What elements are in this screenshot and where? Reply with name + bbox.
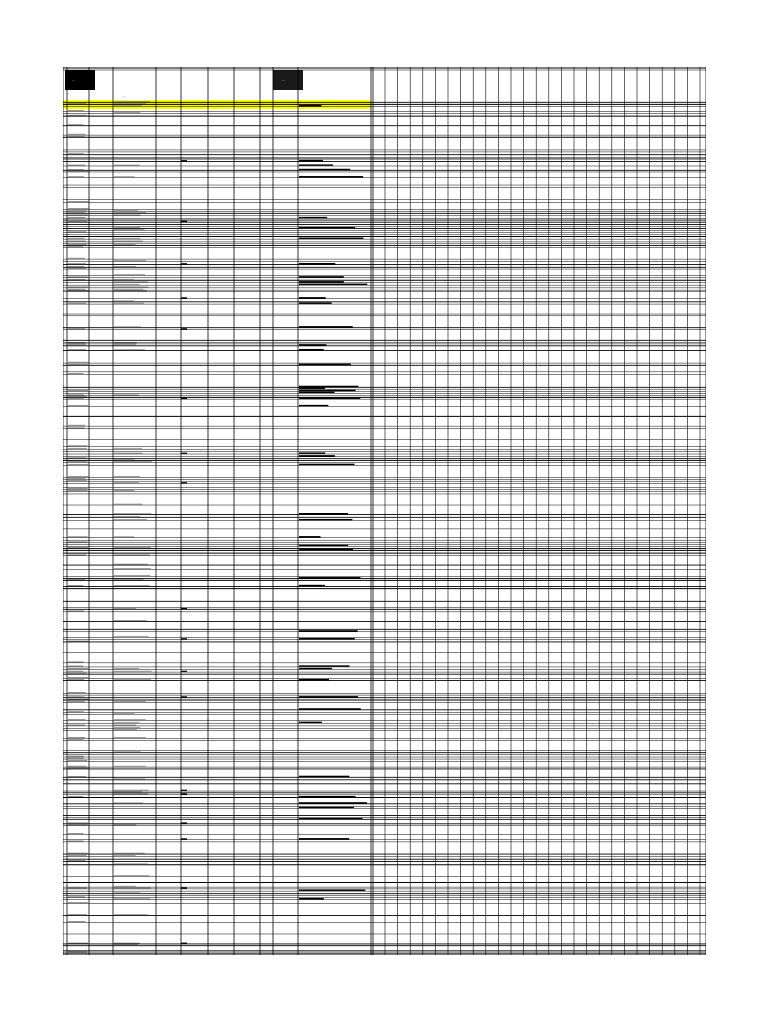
- cell-text-mark: [68, 853, 88, 854]
- cell-text-mark: [114, 238, 140, 239]
- cell-text-mark: [299, 169, 350, 170]
- cell-text-mark: [299, 284, 367, 285]
- cell-text-mark: [114, 914, 148, 915]
- cell-text-mark: [68, 115, 87, 116]
- cell-text-mark: [114, 287, 148, 288]
- cell-text-mark: [68, 719, 86, 720]
- cell-text-mark: [68, 671, 83, 672]
- cell-text-mark: [181, 453, 187, 454]
- cell-text-mark: [114, 279, 134, 280]
- cell-text-mark: [68, 217, 85, 218]
- cell-text-mark: [114, 244, 136, 245]
- cell-text-mark: [114, 301, 134, 302]
- cell-text-mark: [68, 303, 86, 304]
- cell-text-mark: [299, 263, 335, 264]
- cell-text-mark: [114, 536, 134, 537]
- cell-text-mark: [68, 952, 87, 953]
- cell-text-mark: [114, 476, 140, 477]
- cell-text-mark: [68, 445, 87, 446]
- cell-text-mark: [114, 575, 150, 576]
- cell-text-mark: [68, 373, 84, 374]
- cell-text-mark: [68, 476, 88, 477]
- sheet-background: [63, 67, 706, 955]
- cell-text-mark: [68, 701, 85, 702]
- cell-text-mark: [68, 176, 84, 177]
- cell-text-mark: [68, 328, 85, 329]
- cell-text-mark: [299, 392, 335, 393]
- cell-text-mark: [181, 263, 187, 264]
- cell-text-mark: [68, 153, 84, 154]
- cell-text-mark: [114, 636, 148, 637]
- cell-text-mark: [68, 405, 88, 406]
- cell-text-mark: [181, 822, 187, 823]
- cell-text-mark: [68, 244, 87, 245]
- cell-text-mark: [181, 160, 187, 161]
- cell-text-mark: [114, 564, 148, 565]
- cell-text-mark: [114, 459, 134, 460]
- cell-text-mark: [68, 677, 88, 678]
- cell-text-mark: [114, 727, 140, 728]
- cell-text-mark: [68, 268, 86, 269]
- cell-text-mark: [68, 673, 87, 674]
- cell-text-mark: [68, 760, 87, 761]
- notice-line-1: —: [67, 92, 70, 95]
- cell-text-mark: [299, 545, 348, 546]
- cell-text-mark: [299, 238, 363, 239]
- cell-text-mark: [68, 289, 85, 290]
- cell-text-mark: [68, 425, 85, 426]
- cell-text-mark: [68, 398, 84, 399]
- cell-text-mark: [68, 554, 86, 555]
- cell-text-mark: [114, 101, 150, 102]
- notice-line-2: —: [123, 95, 126, 98]
- cell-text-mark: [181, 398, 187, 399]
- cell-text-mark: [114, 227, 140, 228]
- cell-text-mark: [114, 303, 144, 304]
- cell-text-mark: [181, 221, 187, 222]
- cell-text-mark: [68, 662, 84, 663]
- cell-text-mark: [299, 164, 333, 165]
- cell-text-mark: [114, 289, 143, 290]
- cell-text-mark: [68, 345, 86, 346]
- cell-text-mark: [114, 547, 151, 548]
- cell-text-mark: [114, 554, 150, 555]
- cell-text-mark: [68, 841, 83, 842]
- cell-text-mark: [68, 390, 88, 391]
- cell-text-mark: [68, 343, 86, 344]
- cell-text-mark: [68, 246, 83, 247]
- cell-text-mark: [68, 362, 88, 363]
- cell-text-mark: [299, 638, 355, 639]
- cell-text-mark: [114, 349, 145, 350]
- cell-text-mark: [68, 263, 86, 264]
- cell-text-mark: [68, 461, 87, 462]
- cell-text-mark: [114, 679, 151, 680]
- cell-text-mark: [181, 671, 187, 672]
- cell-text-mark: [114, 343, 137, 344]
- cell-text-mark: [68, 921, 86, 922]
- cell-text-mark: [68, 279, 85, 280]
- cell-text-mark: [114, 719, 146, 720]
- cell-text-mark: [68, 287, 88, 288]
- cell-text-mark: [68, 855, 87, 856]
- cell-text-mark: [114, 260, 146, 261]
- cell-text-mark: [299, 796, 355, 797]
- cell-text-mark: [68, 214, 88, 215]
- cell-text-mark: [68, 766, 86, 767]
- cell-text-mark: [68, 833, 83, 834]
- cell-text-mark: [299, 405, 328, 406]
- cell-text-mark: [299, 349, 324, 350]
- cell-text-mark: [299, 276, 344, 277]
- cell-text-mark: [114, 722, 139, 723]
- cell-text-mark: [114, 729, 137, 730]
- spreadsheet-grid: [63, 67, 706, 955]
- cell-text-mark: [68, 888, 87, 889]
- cell-text-mark: [68, 276, 88, 277]
- cell-text-mark: [114, 855, 136, 856]
- cell-text-mark: [299, 105, 322, 106]
- cell-text-mark: [114, 701, 146, 702]
- cell-text-mark: [114, 284, 139, 285]
- cell-text-mark: [68, 796, 83, 797]
- cell-text-mark: [299, 388, 325, 389]
- cell-text-mark: [299, 452, 325, 453]
- cell-text-mark: [181, 608, 187, 609]
- cell-text-mark: [68, 231, 86, 232]
- cell-text-mark: [68, 210, 87, 211]
- cell-text-mark: [68, 238, 84, 239]
- cell-text-mark: [114, 394, 139, 395]
- cell-text-mark: [68, 364, 88, 365]
- cell-text-mark: [181, 793, 187, 794]
- cell-text-mark: [114, 778, 145, 779]
- cell-text-mark: [68, 490, 88, 491]
- cell-text-mark: [68, 258, 85, 259]
- cell-text-mark: [181, 638, 187, 639]
- cell-text-mark: [114, 766, 146, 767]
- cell-text-mark: [299, 898, 324, 899]
- cell-text-mark: [68, 171, 89, 172]
- cell-text-mark: [299, 577, 360, 578]
- spreadsheet-document: [63, 67, 706, 955]
- cell-text-mark: [68, 902, 88, 903]
- cell-text-mark: [114, 608, 136, 609]
- cell-text-mark: [114, 725, 136, 726]
- cell-text-mark: [299, 302, 332, 303]
- cell-text-mark: [68, 427, 85, 428]
- cell-text-mark: [68, 758, 84, 759]
- cell-text-mark: [114, 290, 147, 291]
- cell-text-mark: [299, 679, 329, 680]
- cell-text-mark: [114, 620, 147, 621]
- cell-text-mark: [181, 696, 187, 697]
- cell-text-mark: [299, 536, 321, 537]
- cell-text-mark: [299, 390, 356, 391]
- cell-text-mark: [299, 281, 344, 282]
- cell-text-mark: [68, 756, 84, 757]
- cell-text-mark: [114, 241, 143, 242]
- cell-text-mark: [299, 513, 348, 514]
- cell-text-mark: [68, 241, 86, 242]
- cell-text-mark: [68, 824, 88, 825]
- cell-text-mark: [114, 792, 142, 793]
- cell-text-mark: [181, 790, 187, 791]
- cell-text-mark: [299, 890, 365, 891]
- cell-text-mark: [68, 679, 84, 680]
- cell-text-mark: [114, 863, 148, 864]
- cell-text-mark: [68, 464, 88, 465]
- cell-text-mark: [114, 103, 146, 104]
- cell-text-mark: [68, 480, 87, 481]
- cell-text-mark: [68, 110, 84, 111]
- cell-text-mark: [114, 165, 139, 166]
- cell-text-mark: [68, 699, 89, 700]
- cell-text-mark: [114, 176, 135, 177]
- cell-text-mark: [68, 696, 84, 697]
- cell-text-mark: [299, 297, 326, 298]
- cell-text-mark: [299, 776, 349, 777]
- cell-text-mark: [114, 790, 149, 791]
- cell-text-mark: [299, 696, 358, 697]
- cell-text-mark: [299, 217, 327, 218]
- cell-text-mark: [114, 229, 145, 230]
- cell-text-mark: [68, 822, 88, 823]
- cell-text-mark: [299, 398, 360, 399]
- cell-text-mark: [68, 349, 86, 350]
- cell-text-mark: [68, 666, 83, 667]
- cell-text-mark: [114, 886, 136, 887]
- cell-text-mark: [68, 208, 88, 209]
- cell-text-mark: [299, 722, 322, 723]
- cell-text-mark: [299, 665, 349, 666]
- cell-text-mark: [68, 165, 85, 166]
- cell-text-mark: [114, 214, 140, 215]
- right-logo-box: [273, 70, 303, 90]
- cell-text-mark: [114, 671, 152, 672]
- cell-text-mark: [68, 943, 88, 944]
- cell-text-mark: [68, 737, 85, 738]
- cell-text-mark: [114, 504, 142, 505]
- cell-text-mark: [299, 464, 355, 465]
- left-logo-text: —: [72, 78, 75, 82]
- cell-text-mark: [68, 641, 89, 642]
- cell-text-mark: [299, 818, 363, 819]
- cell-text-mark: [114, 212, 146, 213]
- cell-text-mark: [114, 453, 142, 454]
- cell-text-mark: [68, 668, 88, 669]
- cell-text-mark: [68, 692, 86, 693]
- cell-text-mark: [68, 579, 85, 580]
- cell-text-mark: [299, 227, 355, 228]
- cell-text-mark: [114, 210, 138, 211]
- cell-text-mark: [114, 737, 146, 738]
- cell-text-mark: [68, 394, 84, 395]
- cell-text-mark: [68, 896, 85, 897]
- cell-text-mark: [68, 725, 85, 726]
- cell-text-mark: [68, 914, 87, 915]
- cell-text-mark: [181, 297, 187, 298]
- cell-text-mark: [181, 943, 187, 944]
- cell-text-mark: [299, 386, 358, 387]
- cell-text-mark: [68, 396, 87, 397]
- cell-text-mark: [114, 585, 149, 586]
- cell-text-mark: [68, 536, 88, 537]
- cell-text-mark: [68, 457, 86, 458]
- cell-text-mark: [114, 448, 142, 449]
- cell-text-mark: [299, 668, 332, 669]
- cell-text-mark: [299, 802, 367, 803]
- cell-text-mark: [114, 513, 151, 514]
- cell-text-mark: [68, 541, 87, 542]
- cell-text-mark: [114, 892, 140, 893]
- cell-text-mark: [68, 134, 86, 135]
- cell-text-mark: [299, 364, 351, 365]
- cell-text-mark: [299, 326, 353, 327]
- cell-text-mark: [299, 838, 349, 839]
- left-logo-box: [65, 70, 95, 90]
- cell-text-mark: [68, 103, 86, 104]
- cell-text-mark: [299, 708, 361, 709]
- cell-text-mark: [68, 547, 88, 548]
- cell-text-mark: [114, 713, 134, 714]
- cell-text-mark: [68, 768, 89, 769]
- cell-text-mark: [114, 112, 140, 113]
- cell-text-mark: [299, 344, 326, 345]
- cell-text-mark: [299, 630, 358, 631]
- cell-text-mark: [68, 860, 85, 861]
- cell-text-mark: [114, 793, 148, 794]
- cell-text-mark: [114, 274, 145, 275]
- cell-text-mark: [68, 124, 83, 125]
- cell-text-mark: [181, 482, 187, 483]
- cell-text-mark: [114, 751, 141, 752]
- cell-text-mark: [68, 201, 89, 202]
- cell-text-mark: [114, 516, 140, 517]
- cell-text-mark: [299, 519, 352, 520]
- cell-text-mark: [114, 824, 136, 825]
- cell-text-mark: [114, 326, 141, 327]
- cell-text-mark: [114, 853, 145, 854]
- cell-text-mark: [114, 944, 138, 945]
- cell-text-mark: [68, 611, 84, 612]
- cell-text-mark: [114, 345, 136, 346]
- cell-text-mark: [299, 585, 325, 586]
- cell-text-mark: [114, 579, 143, 580]
- cell-text-mark: [114, 105, 142, 106]
- cell-text-mark: [181, 888, 187, 889]
- cell-text-mark: [68, 488, 88, 489]
- cell-text-mark: [68, 266, 84, 267]
- cell-text-mark: [68, 136, 85, 137]
- cell-text-mark: [299, 549, 353, 550]
- cell-text-mark: [114, 281, 148, 282]
- cell-text-mark: [114, 898, 150, 899]
- cell-text-mark: [299, 160, 323, 161]
- cell-text-mark: [114, 875, 150, 876]
- cell-text-mark: [114, 266, 136, 267]
- cell-text-mark: [114, 461, 152, 462]
- cell-text-mark: [68, 585, 83, 586]
- cell-text-mark: [68, 478, 86, 479]
- cell-text-mark: [114, 482, 139, 483]
- cell-text-mark: [299, 807, 354, 808]
- cell-text-mark: [68, 776, 86, 777]
- cell-text-mark: [68, 221, 87, 222]
- cell-text-mark: [68, 711, 84, 712]
- cell-text-mark: [114, 490, 134, 491]
- cell-text-mark: [114, 519, 147, 520]
- cell-text-mark: [181, 328, 187, 329]
- cell-text-mark: [68, 448, 87, 449]
- right-logo-text: —: [282, 78, 285, 82]
- cell-text-mark: [114, 888, 151, 889]
- cell-text-mark: [114, 802, 143, 803]
- cell-text-mark: [114, 943, 140, 944]
- cell-text-mark: [68, 169, 84, 170]
- cell-text-mark: [299, 455, 335, 456]
- cell-text-mark: [114, 568, 151, 569]
- cell-text-mark: [68, 290, 89, 291]
- cell-text-mark: [68, 212, 85, 213]
- cell-text-mark: [68, 739, 84, 740]
- cell-text-mark: [114, 668, 139, 669]
- cell-text-mark: [181, 838, 187, 839]
- cell-text-mark: [299, 176, 363, 177]
